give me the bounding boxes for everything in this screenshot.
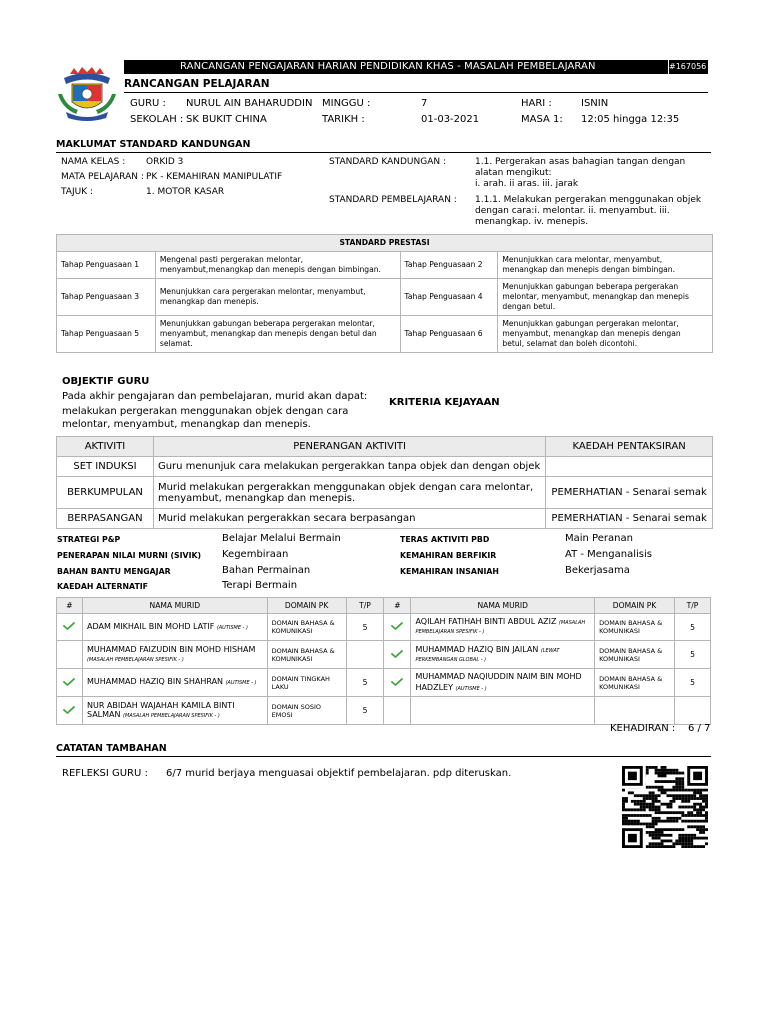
attendance-cell[interactable] xyxy=(384,697,411,725)
sk-label: STANDARD KANDUNGAN : xyxy=(329,157,447,167)
guru-value: NURUL AIN BAHARUDDIN xyxy=(186,98,313,109)
student-name: AQILAH FATIHAH BINTI ABDUL AZIZ (MASALAH PEMBELAJARAN SPESIFIK - ) xyxy=(411,614,595,641)
aktiviti-name: SET INDUKSI xyxy=(57,457,154,477)
column-header: NAMA MURID xyxy=(82,598,267,614)
tarikh-value: 01-03-2021 xyxy=(421,114,480,125)
column-header: PENERANGAN AKTIVITI xyxy=(153,437,545,457)
tahap-label: Tahap Penguasaan 6 xyxy=(400,316,498,353)
sk-line-1: 1.1. Pergerakan asas bahagian tangan dengan xyxy=(475,157,686,167)
divider xyxy=(56,152,711,153)
kehadiran-value: 6 / 7 xyxy=(688,723,711,734)
check-icon xyxy=(63,622,75,630)
plan-title: RANCANGAN PELAJARAN xyxy=(124,78,270,90)
objektif-line-2: melontar, menyambut, menangkap dan menepis. xyxy=(62,419,311,430)
column-header: NAMA MURID xyxy=(411,598,595,614)
check-icon xyxy=(391,650,403,658)
aktiviti-kaedah: PEMERHATIAN - Senarai semak xyxy=(546,509,713,529)
alternatif-label: KAEDAH ALTERNATIF xyxy=(57,582,149,591)
insaniah-label: KEMAHIRAN INSANIAH xyxy=(400,567,499,576)
table-row xyxy=(57,279,713,316)
insaniah-value: Bekerjasama xyxy=(565,565,630,576)
table-row xyxy=(57,316,713,353)
check-icon xyxy=(63,706,75,714)
column-header: # xyxy=(57,598,83,614)
student-domain: DOMAIN BAHASA & KOMUNIKASI xyxy=(595,641,675,669)
standard-prestasi-table xyxy=(56,234,713,353)
aktiviti-desc: Guru menunjuk cara melakukan pergerakkan tanpa objek dan dengan objek xyxy=(153,457,545,477)
attendance-cell[interactable] xyxy=(57,641,83,669)
sp-line-3: menangkap. iv. menepis. xyxy=(475,217,589,227)
student-tp: 5 xyxy=(346,614,384,641)
student-domain: DOMAIN BAHASA & KOMUNIKASI xyxy=(267,614,346,641)
catatan-title: CATATAN TAMBAHAN xyxy=(56,743,167,754)
objektif-line-1: melakukan pergerakan menggunakan objek dengan cara xyxy=(62,406,349,417)
student-tp: 5 xyxy=(674,669,710,697)
table-row xyxy=(57,509,713,529)
strategi-value: Belajar Melalui Bermain xyxy=(222,533,341,544)
attendance-cell[interactable] xyxy=(384,614,411,641)
tahap-label: Tahap Penguasaan 5 xyxy=(57,316,156,353)
sk-line-2: alatan mengikut: xyxy=(475,168,552,178)
table-row xyxy=(57,669,711,697)
aktiviti-desc: Murid melakukan pergerakkan secara berpasangan xyxy=(153,509,545,529)
student-tp xyxy=(674,697,710,725)
student-domain: DOMAIN SOSIO EMOSI xyxy=(267,697,346,725)
aktiviti-name: BERPASANGAN xyxy=(57,509,154,529)
banner-title: RANCANGAN PENGAJARAN HARIAN PENDIDIKAN KHAS - MASALAH PEMBELAJARAN xyxy=(180,61,596,72)
tahap-label: Tahap Penguasaan 4 xyxy=(400,279,498,316)
table-row xyxy=(57,697,711,725)
attendance-cell[interactable] xyxy=(57,614,83,641)
student-name: ADAM MIKHAIL BIN MOHD LATIF (AUTISME - ) xyxy=(82,614,267,641)
student-domain: DOMAIN TINGKAH LAKU xyxy=(267,669,346,697)
sp-line-1: 1.1.1. Melakukan pergerakan menggunakan objek xyxy=(475,195,702,205)
student-tp: 5 xyxy=(674,641,710,669)
sp-line-2: dengan cara:i. melontar. ii. menyambut. iii. xyxy=(475,206,670,216)
qr-code-icon xyxy=(622,766,708,848)
column-header: T/P xyxy=(346,598,384,614)
aktiviti-kaedah xyxy=(546,457,713,477)
aktiviti-table xyxy=(56,436,713,529)
sekolah-label: SEKOLAH : xyxy=(130,114,184,125)
refleksi-value: 6/7 murid berjaya menguasai objektif pembelajaran. pdp diteruskan. xyxy=(166,768,512,779)
tajuk-label: TAJUK : xyxy=(61,187,93,197)
student-name xyxy=(411,697,595,725)
table-row xyxy=(57,457,713,477)
berfikir-value: AT - Menganalisis xyxy=(565,549,652,560)
objektif-title: OBJEKTIF GURU xyxy=(62,376,150,387)
tahap-label: Tahap Penguasaan 1 xyxy=(57,252,156,279)
student-tp: 5 xyxy=(346,669,384,697)
tahap-desc: Mengenal pasti pergerakan melontar, menyambut,menangkap dan menepis dengan bimbingan. xyxy=(155,252,400,279)
table-row xyxy=(57,252,713,279)
strategi-label: STRATEGI P&P xyxy=(57,535,121,544)
student-name: NUR ABIDAH WAJAHAH KAMILA BINTI SALMAN (MASALAH PEMBELAJARAN SPESIFIK - ) xyxy=(82,697,267,725)
student-domain: DOMAIN BAHASA & KOMUNIKASI xyxy=(595,614,675,641)
nama-kelas-label: NAMA KELAS : xyxy=(61,157,126,167)
check-icon xyxy=(63,678,75,686)
table-row xyxy=(57,477,713,509)
aktiviti-desc: Murid melakukan pergerakkan menggunakan objek dengan cara melontar, menyambut, menangkap dan menepis. xyxy=(153,477,545,509)
column-header: # xyxy=(384,598,411,614)
tahap-desc: Menunjukkan gabungan pergerakan melontar, menyambut, menangkap dan menepis dengan betul, selamat dan boleh dicontohi. xyxy=(498,316,713,353)
tahap-desc: Menunjukkan cara pergerakan melontar, menyambut, menangkap dan menepis. xyxy=(155,279,400,316)
student-tp: 5 xyxy=(346,697,384,725)
student-domain xyxy=(595,697,675,725)
attendance-cell[interactable] xyxy=(57,697,83,725)
attendance-cell[interactable] xyxy=(384,641,411,669)
guru-label: GURU : xyxy=(130,98,166,109)
student-name: MUHAMMAD HAZIQ BIN JAILAN (LEWAT PERKEMBANGAN GLOBAL - ) xyxy=(411,641,595,669)
column-header: KAEDAH PENTAKSIRAN xyxy=(546,437,713,457)
hari-label: HARI : xyxy=(521,98,552,109)
student-name: MUHAMMAD HAZIQ BIN SHAHRAN (AUTISME - ) xyxy=(82,669,267,697)
column-header: T/P xyxy=(674,598,710,614)
column-header: DOMAIN PK xyxy=(595,598,675,614)
sk-line-3: i. arah. ii aras. iii. jarak xyxy=(475,179,579,189)
student-tp xyxy=(346,641,384,669)
sekolah-value: SK BUKIT CHINA xyxy=(186,114,267,125)
check-icon xyxy=(63,650,75,658)
student-name: MUHAMMAD NAQIUDDIN NAIM BIN MOHD HADZLEY (AUTISME - ) xyxy=(411,669,595,697)
attendance-cell[interactable] xyxy=(384,669,411,697)
table-row xyxy=(57,641,711,669)
column-header: AKTIVITI xyxy=(57,437,154,457)
check-icon xyxy=(391,622,403,630)
student-name: MUHAMMAD FAIZUDIN BIN MOHD HISHAM (MASALAH PEMBELAJARAN SPESIFIK - ) xyxy=(82,641,267,669)
aktiviti-name: BERKUMPULAN xyxy=(57,477,154,509)
mata-pelajaran-value: PK - KEMAHIRAN MANIPULATIF xyxy=(146,172,283,182)
tarikh-label: TARIKH : xyxy=(322,114,365,125)
document-code: #167056 xyxy=(668,60,706,74)
tajuk-value: 1. MOTOR KASAR xyxy=(146,187,225,197)
minggu-value: 7 xyxy=(421,98,428,109)
bahan-value: Bahan Permainan xyxy=(222,565,311,576)
sp-label: STANDARD PEMBELAJARAN : xyxy=(329,195,457,205)
attendance-cell[interactable] xyxy=(57,669,83,697)
student-domain: DOMAIN BAHASA & KOMUNIKASI xyxy=(267,641,346,669)
minggu-label: MINGGU : xyxy=(322,98,371,109)
document-banner xyxy=(124,60,708,74)
standard-section-title: MAKLUMAT STANDARD KANDUNGAN xyxy=(56,139,251,150)
tahap-label: Tahap Penguasaan 3 xyxy=(57,279,156,316)
tahap-desc: Menunjukkan gabungan beberapa pergerakan melontar, menyambut, menangkap dan menepis dengan betul dan selamat. xyxy=(155,316,400,353)
nilai-value: Kegembiraan xyxy=(222,549,289,560)
berfikir-label: KEMAHIRAN BERFIKIR xyxy=(400,551,497,560)
prestasi-title: STANDARD PRESTASI xyxy=(57,235,713,252)
student-domain: DOMAIN BAHASA & KOMUNIKASI xyxy=(595,669,675,697)
tahap-desc: Menunjukkan gabungan beberapa pergerakan melontar, menyambut, menangkap dan menepis dengan betul. xyxy=(498,279,713,316)
bahan-label: BAHAN BANTU MENGAJAR xyxy=(57,567,171,576)
kehadiran-label: KEHADIRAN : xyxy=(610,723,676,734)
teras-value: Main Peranan xyxy=(565,533,633,544)
refleksi-label: REFLEKSI GURU : xyxy=(62,768,148,779)
hari-value: ISNIN xyxy=(581,98,609,109)
aktiviti-kaedah: PEMERHATIAN - Senarai semak xyxy=(546,477,713,509)
divider xyxy=(124,92,708,93)
masa-label: MASA 1: xyxy=(521,114,563,125)
masa-value: 12:05 hingga 12:35 xyxy=(581,114,680,125)
tahap-label: Tahap Penguasaan 2 xyxy=(400,252,498,279)
mata-pelajaran-label: MATA PELAJARAN : xyxy=(61,172,144,182)
murid-table xyxy=(56,597,711,725)
divider xyxy=(56,756,711,757)
nama-kelas-value: ORKID 3 xyxy=(146,157,184,167)
kriteria-title: KRITERIA KEJAYAAN xyxy=(389,397,500,408)
student-tp: 5 xyxy=(674,614,710,641)
column-header: DOMAIN PK xyxy=(267,598,346,614)
tahap-desc: Menunjukkan cara melontar, menyambut, menangkap dan menepis dengan bimbingan. xyxy=(498,252,713,279)
check-icon xyxy=(391,678,403,686)
alternatif-value: Terapi Bermain xyxy=(222,580,298,591)
objektif-intro: Pada akhir pengajaran dan pembelajaran, murid akan dapat: xyxy=(62,391,368,402)
nilai-label: PENERAPAN NILAI MURNI (SIVIK) xyxy=(57,551,202,560)
teras-label: TERAS AKTIVITI PBD xyxy=(400,535,490,544)
table-row xyxy=(57,614,711,641)
school-logo xyxy=(56,64,118,122)
